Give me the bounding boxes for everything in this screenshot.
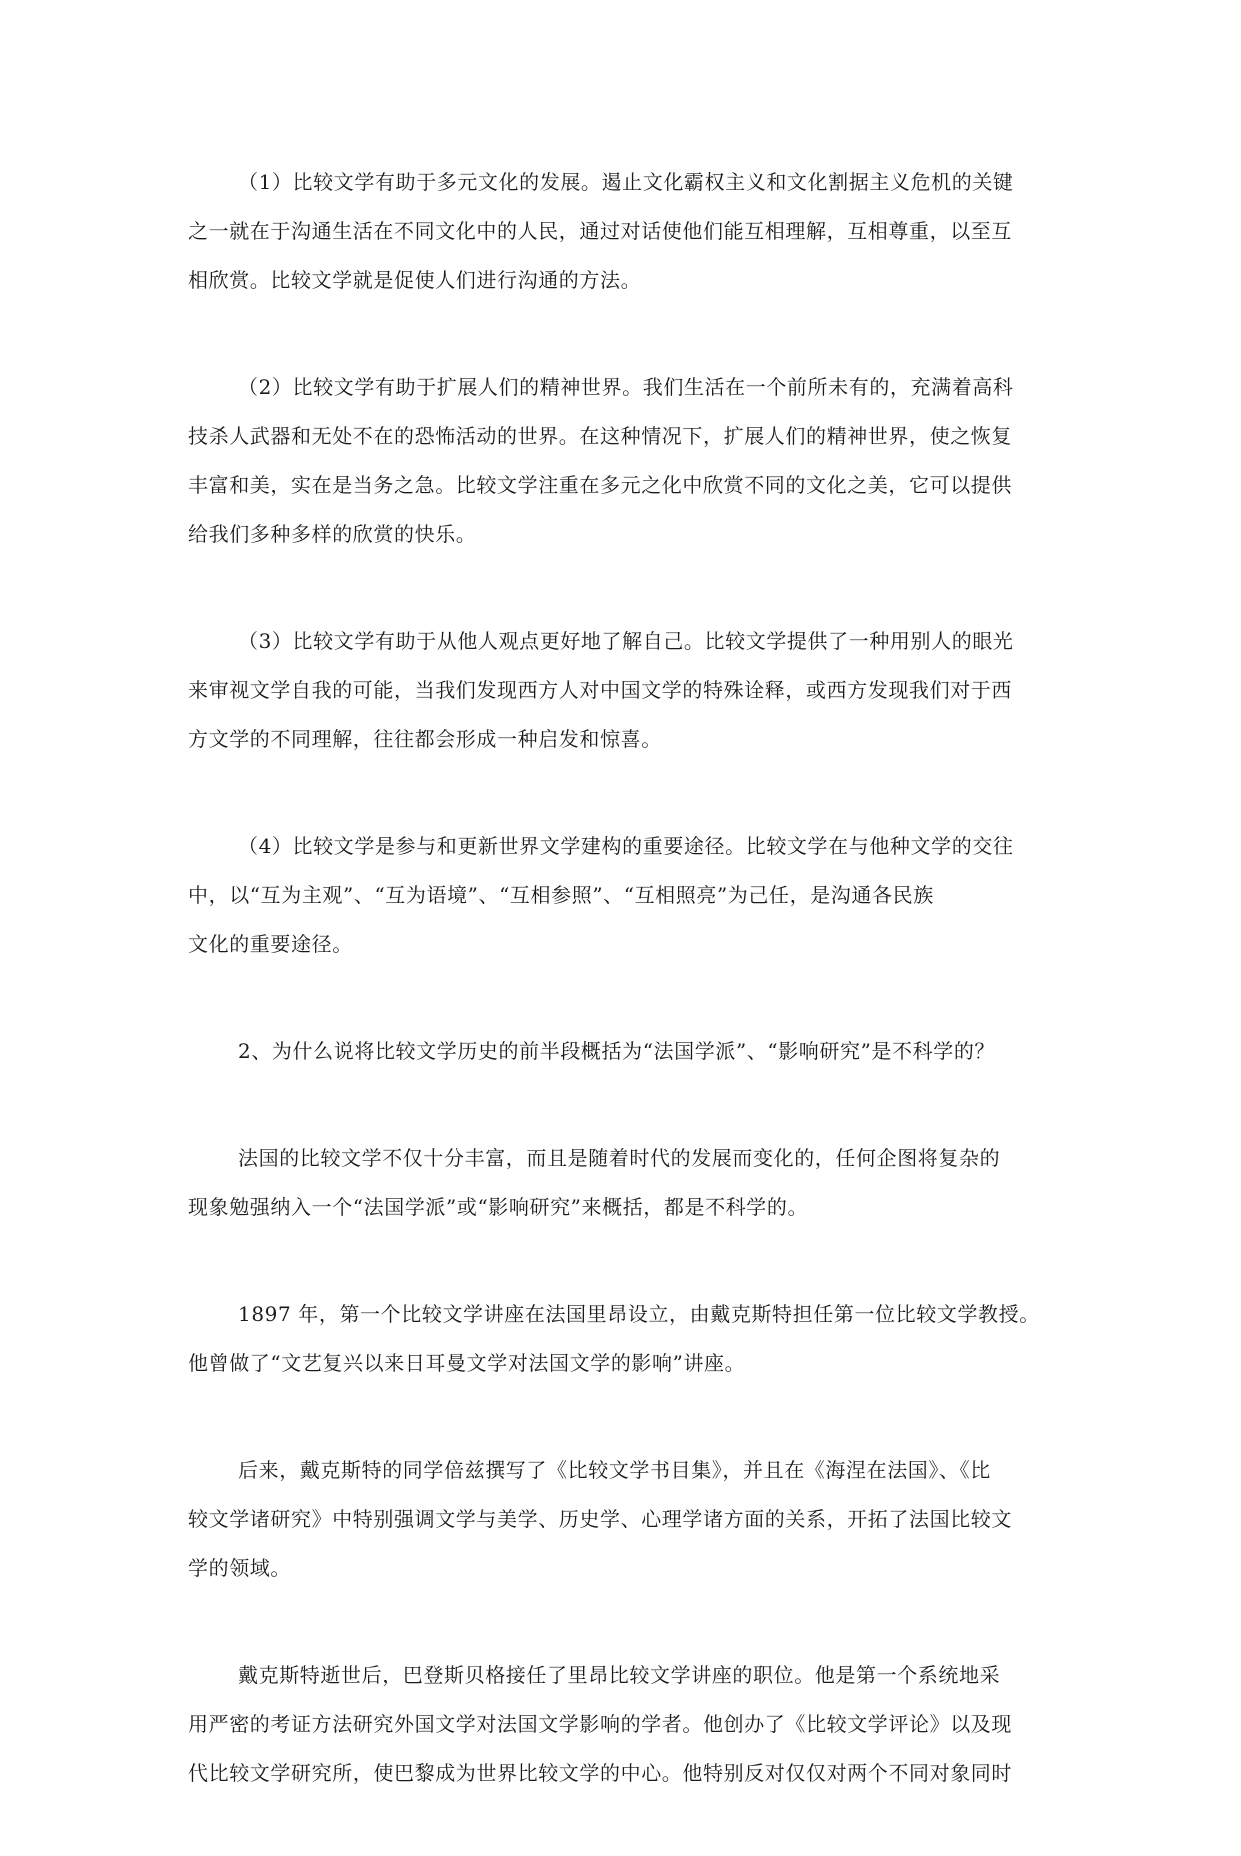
paragraph-point-2 [188,363,1068,559]
text-line: 技杀人武器和无处不在的恐怖活动的世界。在这种情况下，扩展人们的精神世界，使之恢复 [188,424,1012,448]
question-heading: 2、为什么说将比较文学历史的前半段概括为“法国学派”、“影响研究”是不科学的？ [238,1039,996,1063]
paragraph-point-4 [188,822,1068,969]
paragraph-answer-baldensperger [188,1651,1068,1798]
text-line: 他曾做了“文艺复兴以来日耳曼文学对法国文学的影响”讲座。 [188,1351,746,1375]
text-line: 1897 年，第一个比较文学讲座在法国里昂设立，由戴克斯特担任第一位比较文学教授。 [238,1302,1040,1326]
text-line: 之一就在于沟通生活在不同文化中的人民，通过对话使他们能互相理解，互相尊重，以至互 [188,219,1012,243]
paragraph-question-2 [188,1027,1068,1076]
text-line: （3）比较文学有助于从他人观点更好地了解自己。比较文学提供了一种用别人的眼光 [238,629,1014,653]
paragraph-answer-intro [188,1134,1068,1232]
text-line: 丰富和美，实在是当务之急。比较文学注重在多元之化中欣赏不同的文化之美，它可以提供 [188,473,1012,497]
document-body [188,158,1068,1856]
paragraph-point-3 [188,617,1068,764]
text-line: 相欣赏。比较文学就是促使人们进行沟通的方法。 [188,268,642,292]
paragraph-answer-betz [188,1446,1068,1593]
text-line: （4）比较文学是参与和更新世界文学建构的重要途径。比较文学在与他种文学的交往 [238,834,1014,858]
text-line: 用严密的考证方法研究外国文学对法国文学影响的学者。他创办了《比较文学评论》以及现 [188,1712,1012,1736]
text-line: （2）比较文学有助于扩展人们的精神世界。我们生活在一个前所未有的，充满着高科 [238,375,1014,399]
text-line: 给我们多种多样的欣赏的快乐。 [188,522,477,546]
text-line: 文化的重要途径。 [188,932,353,956]
text-line: 中，以“互为主观”、“互为语境”、“互相参照”、“互相照亮”为己任，是沟通各民族 [188,883,934,907]
text-line: 方文学的不同理解，往往都会形成一种启发和惊喜。 [188,727,662,751]
text-line: 学的领域。 [188,1556,291,1580]
text-line: （1）比较文学有助于多元文化的发展。遏止文化霸权主义和文化割据主义危机的关键 [238,170,1014,194]
paragraph-answer-1897 [188,1290,1068,1388]
text-line: 代比较文学研究所，使巴黎成为世界比较文学的中心。他特别反对仅仅对两个不同对象同时 [188,1761,1012,1785]
text-line: 现象勉强纳入一个“法国学派”或“影响研究”来概括，都是不科学的。 [188,1195,809,1219]
text-line: 后来，戴克斯特的同学倍兹撰写了《比较文学书目集》，并且在《海涅在法国》、《比 [238,1458,991,1482]
paragraph-point-1 [188,158,1068,305]
text-line: 来审视文学自我的可能，当我们发现西方人对中国文学的特殊诠释，或西方发现我们对于西 [188,678,1012,702]
text-line: 较文学诸研究》中特别强调文学与美学、历史学、心理学诸方面的关系，开拓了法国比较文 [188,1507,1012,1531]
text-line: 戴克斯特逝世后，巴登斯贝格接任了里昂比较文学讲座的职位。他是第一个系统地采 [238,1663,1001,1687]
text-line: 法国的比较文学不仅十分丰富，而且是随着时代的发展而变化的，任何企图将复杂的 [238,1146,1001,1170]
